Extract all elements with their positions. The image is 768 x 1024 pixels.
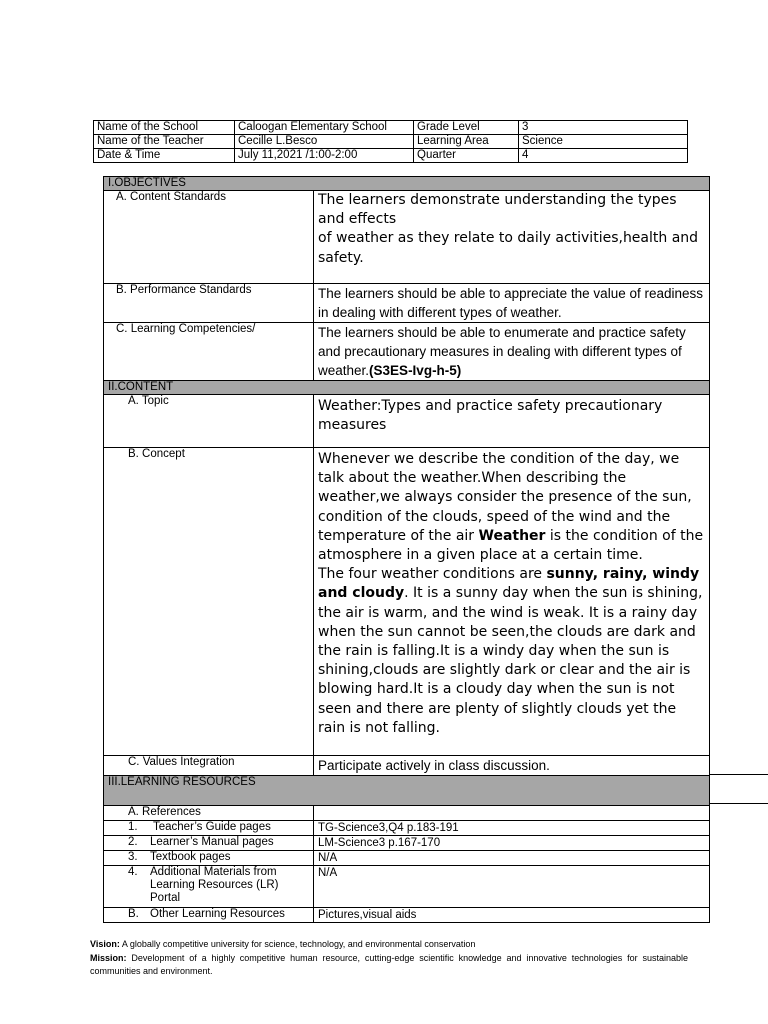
info-row xyxy=(94,135,688,149)
resource-row xyxy=(104,821,710,836)
row-value xyxy=(314,448,710,756)
lesson-plan-table xyxy=(103,176,710,923)
footer xyxy=(90,938,688,979)
info-value: July 11,2021 /1:00-2:00 xyxy=(235,149,414,163)
row-value xyxy=(314,191,710,284)
section-header-resources xyxy=(104,776,710,806)
table-rule-stub xyxy=(709,803,768,804)
mission-line xyxy=(90,952,688,979)
resource-num: B. xyxy=(128,908,139,920)
resource-row xyxy=(104,866,710,908)
concept-paragraph-2 xyxy=(318,565,705,738)
resource-label: Learner’s Manual pages xyxy=(150,836,274,848)
section-title: I.OBJECTIVES xyxy=(104,177,710,191)
school-info-table xyxy=(93,120,688,163)
resource-value: TG-Science3,Q4 p.183-191 xyxy=(314,821,710,836)
info-label: Learning Area xyxy=(414,135,519,149)
resource-row xyxy=(104,851,710,866)
vision-line xyxy=(90,938,688,952)
info-row xyxy=(94,149,688,163)
row-label: C. Learning Competencies/ xyxy=(104,323,314,381)
resource-value: LM-Science3 p.167-170 xyxy=(314,836,710,851)
resource-value: N/A xyxy=(314,851,710,866)
row-value: Participate actively in class discussion. xyxy=(314,756,710,776)
vision-text: A globally competitive university for science, technology, and environmental conservation xyxy=(119,939,476,949)
row-content-standards xyxy=(104,191,710,284)
section-header-content xyxy=(104,381,710,395)
row-label xyxy=(104,908,314,923)
row-value: The learners should be able to appreciate the value of readiness in dealing with different types of weather. xyxy=(314,284,710,323)
row-performance-standards xyxy=(104,284,710,323)
row-label: C. Values Integration xyxy=(104,756,314,776)
section-title: III.LEARNING RESOURCES xyxy=(104,776,710,806)
resource-row xyxy=(104,836,710,851)
info-value: 4 xyxy=(519,149,688,163)
row-label: A. Topic xyxy=(104,395,314,448)
info-label: Grade Level xyxy=(414,121,519,135)
concept-text: Whenever we describe the condition of the day, we talk about the weather.When describing the weather,we always consider the presence of the sun, condition of the clouds, speed of the wind and the temperature of the air xyxy=(318,451,692,544)
concept-paragraph-1 xyxy=(318,450,705,565)
row-label: B. Concept xyxy=(104,448,314,756)
row-label: A. Content Standards xyxy=(104,191,314,284)
competencies-text: The learners should be able to enumerate and practice safety and precautionary measures in dealing with different types of weather. xyxy=(318,325,686,378)
row-label xyxy=(104,866,314,908)
resource-label: Textbook pages xyxy=(150,851,231,863)
section-title: II.CONTENT xyxy=(104,381,710,395)
resource-value: Pictures,visual aids xyxy=(314,908,710,923)
info-label: Quarter xyxy=(414,149,519,163)
info-value: Caloogan Elementary School xyxy=(235,121,414,135)
info-value: Cecille L.Besco xyxy=(235,135,414,149)
section-header-objectives xyxy=(104,177,710,191)
concept-bold: sunny, rainy, windy and cloudy xyxy=(318,566,700,602)
concept-text: . It is a sunny day when the sun is shining, the air is warm, and the wind is weak. It is a rainy day when the sun cannot be seen,the clouds are dark and the rain is falling.It is a windy day when the sun is shining,clouds are slightly dark or clear and the air is blowing hard.It is a cloudy day when the sun is not seen and there are plenty of slightly clouds yet the rain is not falling. xyxy=(318,585,703,736)
concept-text: The four weather conditions are xyxy=(318,566,547,583)
info-label: Name of the Teacher xyxy=(94,135,235,149)
resource-label: Teacher’s Guide pages xyxy=(150,821,271,833)
info-label: Date & Time xyxy=(94,149,235,163)
row-topic xyxy=(104,395,710,448)
row-label xyxy=(104,851,314,866)
mission-label: Mission: xyxy=(90,952,127,963)
vision-label: Vision: xyxy=(90,939,120,949)
info-row xyxy=(94,121,688,135)
info-label: Name of the School xyxy=(94,121,235,135)
resource-num: 4. xyxy=(128,866,138,878)
content-standards-line1: The learners demonstrate understanding the types and effects xyxy=(318,192,677,228)
row-value xyxy=(314,323,710,381)
mission-text: Development of a highly competitive human resource, cutting-edge scientific knowledge and innovative technologies for sustainable communities and environment. xyxy=(90,952,688,976)
row-learning-competencies xyxy=(104,323,710,381)
resource-num: 2. xyxy=(128,836,138,848)
info-value: Science xyxy=(519,135,688,149)
row-label: B. Performance Standards xyxy=(104,284,314,323)
concept-text: is the condition of the atmosphere in a given place at a certain time. xyxy=(318,527,704,564)
info-value: 3 xyxy=(519,121,688,135)
content-standards-line2: of weather as they relate to daily activities,health and safety. xyxy=(318,230,699,266)
resource-row xyxy=(104,908,710,923)
row-label: A. References xyxy=(104,806,314,821)
row-concept xyxy=(104,448,710,756)
resource-label: Other Learning Resources xyxy=(150,908,285,920)
table-rule-stub xyxy=(709,774,768,775)
concept-bold: Weather xyxy=(478,527,546,544)
resource-label: Additional Materials from Learning Resources (LR) Portal xyxy=(150,866,279,904)
row-label xyxy=(104,836,314,851)
row-references xyxy=(104,806,710,821)
row-label xyxy=(104,821,314,836)
resource-num: 3. xyxy=(128,851,138,863)
row-value: Weather:Types and practice safety precautionary measures xyxy=(314,395,710,448)
row-value xyxy=(314,806,710,821)
resource-value: N/A xyxy=(314,866,710,908)
resource-num: 1. xyxy=(128,821,138,833)
row-values-integration xyxy=(104,756,710,776)
competency-code: (S3ES-Ivg-h-5) xyxy=(369,363,462,378)
